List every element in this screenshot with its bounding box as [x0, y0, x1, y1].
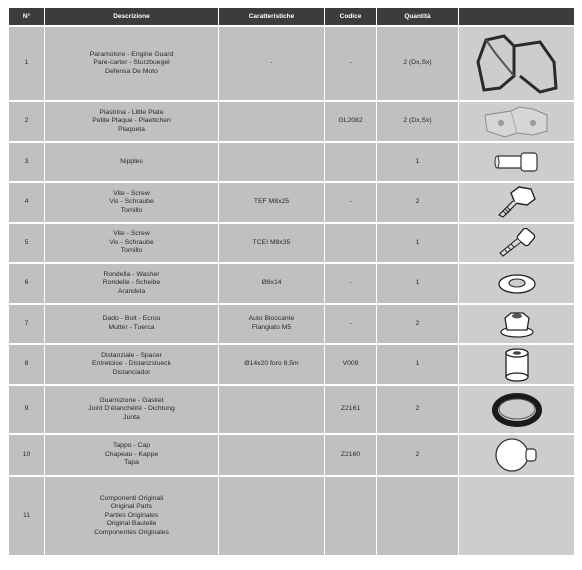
row-image — [459, 142, 575, 182]
table-row — [9, 344, 575, 385]
row-number: 10 — [9, 434, 45, 476]
row-code — [325, 476, 377, 556]
row-quantity: 2 — [377, 434, 459, 476]
description-line: Vis - Schraube — [109, 198, 154, 206]
characteristics-line: - — [270, 59, 273, 67]
row-description — [45, 101, 219, 142]
row-number: 5 — [9, 223, 45, 263]
characteristics-line: Auto Bloccante — [248, 315, 295, 323]
description-line: Distanziale - Spacer — [101, 351, 162, 359]
description-line: Nipples — [120, 157, 143, 165]
cap-icon — [459, 436, 574, 474]
table-row — [9, 476, 575, 556]
description-line: Componenti Originali — [99, 494, 164, 502]
row-quantity: 1 — [377, 344, 459, 385]
row-description — [45, 344, 219, 385]
description-line: Chapeau - Kappe — [104, 450, 159, 458]
row-number: 3 — [9, 142, 45, 182]
description-line: Parties Originales — [104, 511, 159, 519]
description-line: Vite - Screw — [113, 189, 150, 197]
description-line: Componentes Originales — [94, 528, 169, 536]
spacer-icon — [459, 347, 574, 383]
row-image — [459, 263, 575, 304]
description-line: Rondelle - Scheibe — [102, 279, 161, 287]
table-header-row — [9, 8, 575, 27]
characteristics-line: Flangiato M5 — [251, 324, 292, 331]
row-description — [45, 385, 219, 434]
table-row — [9, 385, 575, 434]
description-line: Original Bauteile — [106, 520, 157, 528]
description-line: Defensa De Moto — [105, 67, 158, 75]
row-number: 1 — [9, 26, 45, 101]
row-image — [459, 434, 575, 476]
row-quantity: 1 — [377, 263, 459, 304]
row-description — [45, 476, 219, 556]
description-line: Tappo - Cap — [112, 442, 151, 450]
header-description: Descrizione — [45, 8, 219, 27]
row-code: GL2082 — [325, 101, 377, 142]
characteristics-line: Ø14x20 foro 8.5m — [244, 360, 299, 368]
row-characteristics — [219, 26, 325, 101]
nut-icon — [459, 310, 574, 338]
row-quantity: 2 — [377, 385, 459, 434]
row-quantity: 2 — [377, 182, 459, 223]
row-description — [45, 26, 219, 101]
table-row — [9, 304, 575, 344]
row-code: - — [325, 304, 377, 344]
table-row — [9, 263, 575, 304]
row-quantity: 2 — [377, 304, 459, 344]
row-number: 6 — [9, 263, 45, 304]
description-line: Pare-carter - Sturzbuegel — [93, 59, 170, 67]
description-line: Original Parts — [110, 503, 153, 511]
row-code: - — [325, 26, 377, 101]
row-description — [45, 304, 219, 344]
row-image — [459, 476, 575, 556]
description-line: Entretoise - Distanzstueck — [92, 360, 171, 368]
row-image — [459, 26, 575, 101]
table-row — [9, 26, 575, 101]
header-quantity: Quantità — [377, 8, 459, 27]
parts-list-sheet — [8, 7, 574, 557]
description-line: Mutter - Tuerca — [108, 324, 155, 331]
row-number: 11 — [9, 476, 45, 556]
row-characteristics — [219, 182, 325, 223]
characteristics-line: TEF M8x25 — [253, 198, 290, 206]
description-line: Vis - Schraube — [109, 238, 154, 246]
row-characteristics — [219, 385, 325, 434]
description-line: Dado - Bolt - Ecrou — [102, 315, 161, 323]
description-line: Vite - Screw — [113, 230, 150, 238]
table-row — [9, 223, 575, 263]
row-image — [459, 182, 575, 223]
row-quantity: 1 — [377, 223, 459, 263]
description-line: Plaqueta — [118, 125, 145, 133]
row-code — [325, 223, 377, 263]
description-line: Distanciador — [112, 368, 151, 376]
row-quantity: 2 (Dx,Sx) — [377, 101, 459, 142]
engine-guard-icon — [459, 32, 574, 96]
table-row — [9, 142, 575, 182]
row-description — [45, 182, 219, 223]
row-characteristics — [219, 223, 325, 263]
characteristics-line: Ø8x14 — [261, 279, 282, 287]
allen-screw-icon — [459, 228, 574, 258]
row-number: 8 — [9, 344, 45, 385]
hex-screw-icon — [459, 185, 574, 221]
row-image — [459, 304, 575, 344]
parts-table — [8, 7, 575, 557]
row-image — [459, 101, 575, 142]
characteristics-line: TCEI M8x35 — [252, 238, 291, 246]
row-image — [459, 223, 575, 263]
row-description — [45, 263, 219, 304]
description-line: Guarnizione - Gasket — [99, 396, 164, 404]
row-quantity: 2 (Dx,Sx) — [377, 26, 459, 101]
table-row — [9, 434, 575, 476]
row-characteristics — [219, 304, 325, 344]
row-characteristics — [219, 101, 325, 142]
description-line: Tornillo — [120, 247, 143, 255]
table-row — [9, 182, 575, 223]
gasket-icon — [459, 392, 574, 428]
row-code: Z2160 — [325, 434, 377, 476]
row-code — [325, 142, 377, 182]
description-line: Joint D'étanchéité - Dichtung — [88, 405, 175, 413]
row-quantity — [377, 476, 459, 556]
description-line: Junta — [123, 413, 140, 421]
row-description — [45, 434, 219, 476]
table-row — [9, 101, 575, 142]
description-line: Paramotore - Engine Guard — [89, 50, 174, 58]
row-number: 2 — [9, 101, 45, 142]
description-line: Arandela — [117, 287, 146, 295]
row-code: Z2161 — [325, 385, 377, 434]
row-characteristics — [219, 263, 325, 304]
description-line: Tornillo — [120, 206, 143, 214]
row-characteristics — [219, 344, 325, 385]
row-characteristics — [219, 142, 325, 182]
row-quantity: 1 — [377, 142, 459, 182]
row-code: - — [325, 182, 377, 223]
row-code: V009 — [325, 344, 377, 385]
row-number: 7 — [9, 304, 45, 344]
header-code: Codice — [325, 8, 377, 27]
washer-icon — [459, 272, 574, 296]
row-image — [459, 385, 575, 434]
row-code: - — [325, 263, 377, 304]
nipple-icon — [459, 150, 574, 174]
row-description — [45, 142, 219, 182]
description-line: Piastrina - Little Plate — [99, 108, 164, 116]
row-number: 4 — [9, 182, 45, 223]
row-number: 9 — [9, 385, 45, 434]
row-image — [459, 344, 575, 385]
row-characteristics — [219, 476, 325, 556]
header-image — [459, 8, 575, 27]
header-characteristics: Caratteristiche — [219, 8, 325, 27]
description-line: Petite Plaque - Plaettchen — [92, 117, 171, 125]
header-number: N° — [9, 8, 45, 27]
row-characteristics — [219, 434, 325, 476]
plate-icon — [459, 105, 574, 139]
description-line: Rondella - Washer — [103, 270, 160, 278]
description-line: Tapa — [124, 459, 139, 467]
row-description — [45, 223, 219, 263]
